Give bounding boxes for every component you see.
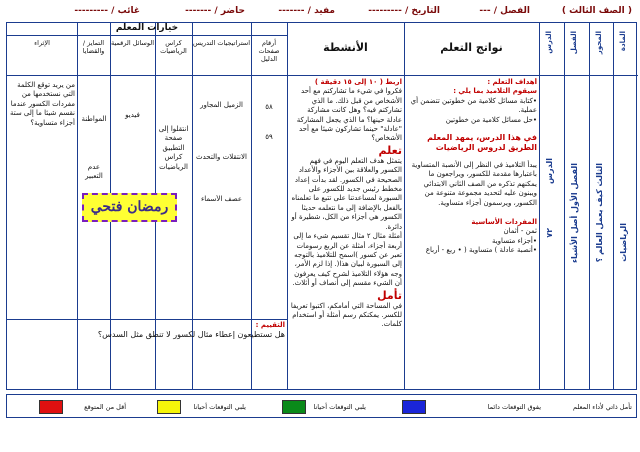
goals-title: أهداف التعلم : — [487, 78, 537, 86]
strategies-header: استراتيجيات التدريس — [192, 39, 251, 47]
digital-text: فيديو — [125, 111, 140, 119]
enrichment-header: الإثراء — [34, 39, 50, 47]
citizenship-text: المواطنة — [81, 115, 107, 123]
connect-text: فكروا في شيء ما تشاركتم مع أحد الأشخاص من قبل ذلك. ما الذي تشاركتم فيه؟ وهل كانت مشاركة عادلة حينها؟ ما الذي يجعل المشاركة "عادلة" حينما تشاركون شيئا مع أحد الأشخاص؟ — [296, 87, 402, 143]
reflect-text: في المساحة التي أمامكم، اكتبوا تعريفا للكسر. يمكنكم رسم أمثلة أو استخدام كلمات. — [290, 301, 402, 329]
vocab-3: •أنصبة عادلة ) متساوية ( • ربع - أرباع — [425, 246, 537, 255]
legend-exceeds-label: يفوق التوقعات دائما — [487, 403, 541, 411]
subject-title: الرياضيات — [619, 223, 628, 262]
legend-red-swatch[interactable] — [39, 400, 63, 414]
math-notebooks-header: كراس الرياضيات — [160, 39, 187, 55]
subject-header: المادة — [619, 31, 627, 52]
prep-title: في هذا الدرس، يمهد المعلم الطريق لدروس الرياضيات — [427, 133, 537, 153]
legend-meets-mostly-label: يلبي التوقعات أحيانا — [313, 403, 366, 411]
legend-meets-sometimes-label: يلبي التوقعات أحيانا — [193, 403, 246, 411]
outcomes-header: نواتج التعلم — [440, 41, 503, 54]
pages-header: أرقام صفحات الدليل — [258, 39, 280, 63]
strategy-reflect: الانتقلات والتحدث — [196, 153, 247, 161]
lesson-title: الدرس — [545, 158, 554, 185]
reflect-title: تأمل — [377, 288, 402, 302]
math-notebooks-text: انتقلوا إلى صفحة التطبيق كراس الرياضيات — [158, 125, 189, 171]
legend-green-swatch[interactable] — [282, 400, 306, 414]
example-text: أمثلة مثال ٢ مثال تقسيم شيء ما إلى أربعة أجزاء، أمثلة عن الربع رسومات تعبر عن كسور )اسمح للتلاميذ بالتوجه إلى السبورة لبيان هذا(. إذا لزم الأمر، وجه هؤلاء التلاميذ لشرح كيف يعرفون أن الشيء مقسم إلى أنصاف أو أثلاث. — [292, 232, 402, 288]
legend-below-label: أقل من المتوقع — [84, 403, 126, 411]
prep-text: يبدأ التلاميذ في النظر إلى الأنصبة المتساوية باعتبارها مقدمة للكسور، ويراجعون ما يمكنهم تذكره من الصف الثاني الابتدائي ويبنون عليه لتحديد مجموعة متنوعة من الكسور، ويرسمون أجزاء متساوية. — [411, 161, 537, 207]
teacher-choices-header: خيارات المعلم — [115, 23, 179, 33]
learn-title: تعلم — [378, 143, 402, 157]
evaluation-box — [9, 321, 285, 340]
header-info-bar — [0, 0, 640, 22]
activities-body — [290, 78, 402, 388]
activities-header: الأنشطة — [323, 41, 368, 54]
vocab-2: •أجزاء متساوية — [491, 236, 537, 245]
vocab-title: المفردات الأساسية — [471, 218, 537, 227]
strategy-peer: الزميل المجاور — [200, 101, 243, 109]
connect-title: اربط ( ١٠ إلى ١٥ دقيقة ) — [314, 78, 402, 86]
term-field: الفصل / --- — [479, 6, 530, 16]
axis-header: المحور — [595, 31, 603, 55]
page-number-1: ٥٨ — [265, 103, 273, 111]
absent-field: غائب / --------- — [74, 6, 140, 16]
learn-text: يتمثل هدف التعلم اليوم في فهم الكسور والعلاقة بين الأجزاء والأعداد الصحيحة في الكسور. لقد بدأت إعداد مخطط رئيس جديد للكسور على السبورة لمساعدتنا على تتبع ما تعلمناه بالفعل بالإضافة إلى ما نتعلمه حديثا الكسور هي أجزاء من الكل، شطيرة أو دائرة. — [291, 156, 402, 231]
legend-blue-swatch[interactable] — [402, 400, 426, 414]
class-field: ( الصف الثالث ) — [561, 6, 632, 16]
vocab-1: ثمن - أثمان — [503, 227, 537, 236]
lesson-number: ٧٢ — [545, 228, 554, 238]
goal-1: •كتابة مسائل كلامية من خطوتين تتضمن أي عملية. — [410, 96, 537, 115]
term-title: الفصل الأول أصل الأشياء — [570, 163, 579, 264]
enrichment-text: من يريد توقع الكلمة التي نستخدمها من مفردات الكسور عندما نقسم شيئا ما إلى ستة أجزاء متساوية؟ — [9, 81, 75, 127]
present-field: حاضر / ------- — [185, 6, 245, 16]
teacher-name-stamp: رمضان فتحي — [82, 193, 177, 222]
date-field: التاريخ / --------- — [368, 6, 440, 16]
benefit-field: مفيد / ------- — [278, 6, 335, 16]
goal-2: •حل مسائل كلامية من خطوتين — [445, 115, 537, 124]
evaluation-question: هل تستطيعون إعطاء مثال لكسور لا تنطق مثل السدس؟ — [97, 330, 285, 340]
unit-header: الفصل — [570, 31, 578, 55]
axis-title: الثالث كيف يعمل العالم ؟ — [595, 163, 604, 263]
digital-header: الوسائل الرقمية — [110, 39, 155, 47]
lesson-header: الدرس — [545, 31, 553, 54]
legend-note: تأمل ذاتي لأداء المعلم — [573, 403, 632, 411]
self-evaluation-legend — [6, 394, 637, 418]
outcomes-body — [407, 78, 537, 388]
strategy-brainstorm: عصف الأسماء — [201, 195, 242, 203]
evaluation-title: التقييم : — [255, 321, 285, 329]
page-number-2: ٥٩ — [265, 133, 273, 141]
legend-yellow-swatch[interactable] — [157, 400, 181, 414]
integration-header: التمايز / والقضايا — [82, 39, 105, 55]
student-goals-title: سيقوم التلاميذ بما يلي : — [453, 87, 537, 96]
self-expression-text: عدم التعبير — [85, 163, 103, 181]
